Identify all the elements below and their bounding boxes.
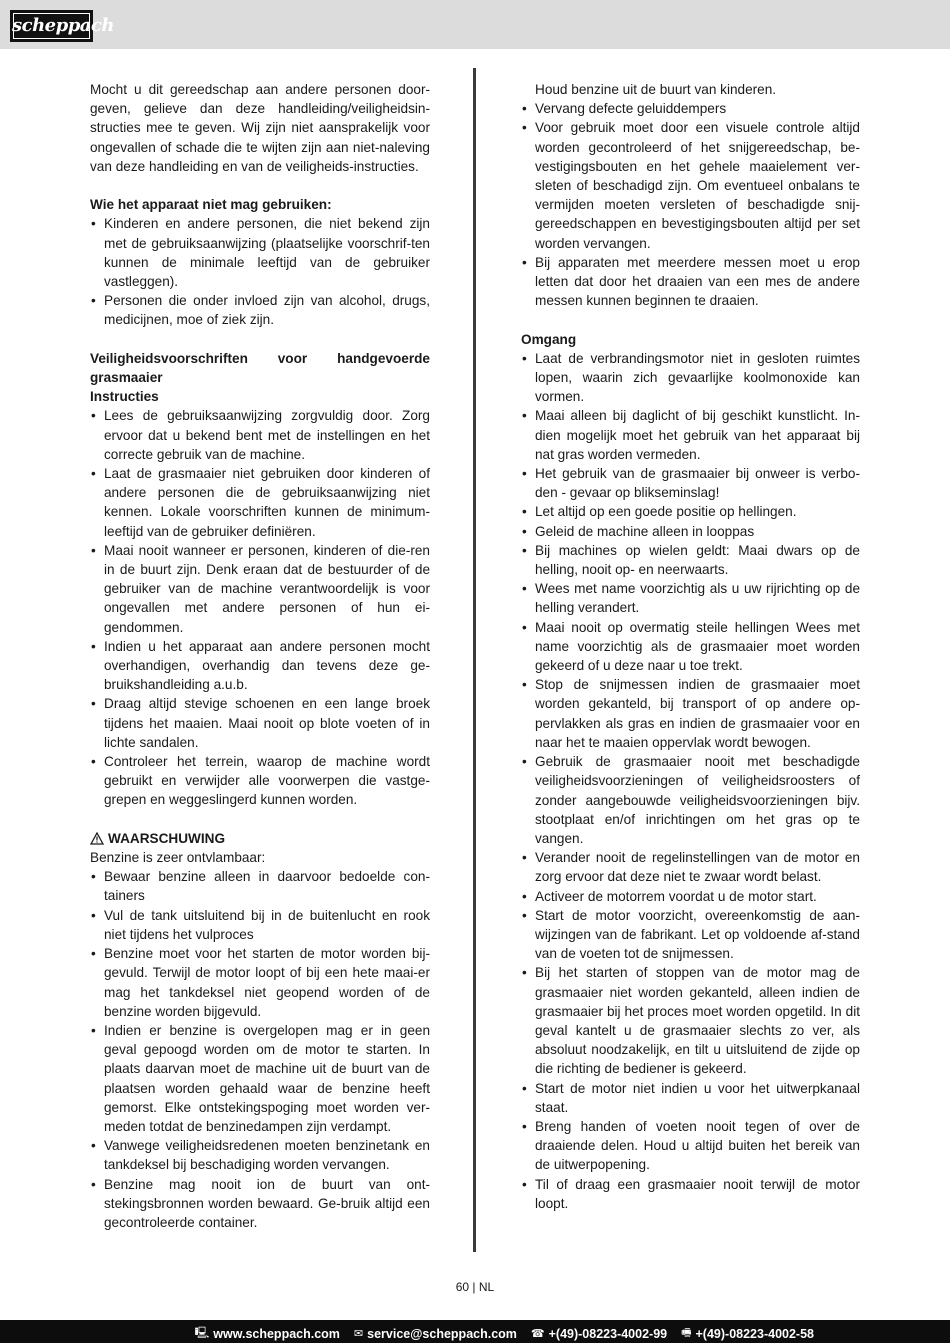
list-item: • Stop de snijmessen indien de grasmaaier moet worden gekanteld, bij transport of op andere op-pervlakken als gras en indien de grasmaaier voor en naar het te maaien oppervlak wordt bewogen. <box>521 675 860 752</box>
envelope-icon: ✉ <box>353 1328 364 1340</box>
list-item: • Bij machines op wielen geldt: Maai dwars op de helling, nooit op- en neerwaarts. <box>521 541 860 579</box>
list-item: • Activeer de motorrem voordat u de motor start. <box>521 887 860 906</box>
list-item: • Gebruik de grasmaaier nooit met beschadigde veiligheidsvoorzieningen of veiligheidsroosters of zonder aangebouwde veiligheidsvoorzieningen bijv. stootplaat en/of inrichtingen om het gras op te vangen. <box>521 752 860 848</box>
page-number: 60 | NL <box>455 1280 495 1294</box>
instructions-heading: Instructies <box>90 389 159 405</box>
list-item: • Laat de grasmaaier niet gebruiken door kinderen of andere personen die de gebruiksaanwijzing niet kennen. Lokale voorschriften kunnen de minimum-leeftijd van de gebruiker definiëren. <box>90 464 430 541</box>
omgang-heading: Omgang <box>521 331 577 347</box>
continued-text: Houd benzine uit de buurt van kinderen. <box>535 82 777 97</box>
list-item: • Indien er benzine is overgelopen mag er in geen geval gepoogd worden om de motor te starten. In plaats daarvan moet de machine uit de buurt van de plaatsen worden gehaald waar de benzine heeft gemorst. Elke ontstekingspoging moet worden ver-meden totdat de benzinedampen zijn verdampt. <box>90 1021 430 1136</box>
intro-paragraph: Mocht u dit gereedschap aan andere personen door-geven, gelieve dan deze handleiding/veiligheidsin-structies mee te geven. Wij zijn niet aansprakelijk voor ongevallen of schade die te wijten zijn aan niet-naleving van deze handleiding en van de veiligheids-instructies. <box>90 82 430 174</box>
list-item: • Bij het starten of stoppen van de motor mag de grasmaaier niet worden gekanteld, alleen indien de grasmaaier bij het proces moet worden opgetild. In dit geval kantelt u de grasmaaier slechts zo ver, als absoluut noodzakelijk, en tilt u uitsluitend de zijde op die richting de bediener is gekeerd. <box>521 963 860 1078</box>
footer-website[interactable] <box>195 1324 340 1343</box>
list-item: • Bewaar benzine alleen in daarvoor bedoelde con-tainers <box>90 867 430 905</box>
list-item: • Laat de verbrandingsmotor niet in gesloten ruimtes lopen, waarin zich gevaarlijke koolmonoxide kan vormen. <box>521 349 860 407</box>
list-item: • Benzine moet voor het starten de motor worden bij-gevuld. Terwijl de motor loopt of bij een hete maai-er mag het tankdeksel niet geopend worden of de benzine worden bijgevuld. <box>90 944 430 1021</box>
who-list <box>90 214 430 329</box>
page-footer <box>0 1320 950 1343</box>
scheppach-logo: scheppach <box>10 10 93 42</box>
omgang-list <box>521 349 860 1213</box>
footer-phone-text: +(49)-08223-4002-99 <box>548 1326 668 1341</box>
list-item: • Personen die onder invloed zijn van alcohol, drugs, medicijnen, moe of ziek zijn. <box>90 291 430 329</box>
list-item: • Controleer het terrein, waarop de machine wordt gebruikt en verwijder alle voorwerpen die vastge-grepen en weggeslingerd kunnen worden. <box>90 752 430 810</box>
list-item: • Vul de tank uitsluitend bij in de buitenlucht en rook niet tijdens het vulproces <box>90 906 430 944</box>
right-list-a <box>521 99 860 310</box>
list-item: • Maai nooit wanneer er personen, kinderen of die-ren in de buurt zijn. Denk eraan dat de bestuurder of de gebruiker van de machine verantwoordelijk is voor ongevallen met andere personen of hun ei-gendommen. <box>90 541 430 637</box>
warning-intro: Benzine is zeer ontvlambaar: <box>90 850 266 866</box>
monitor-icon: 🖳 <box>194 1327 210 1339</box>
safety-heading-line2: grasmaaier <box>90 370 163 386</box>
list-item: • Start de motor voorzicht, overeenkomstig de aan-wijzingen van de fabrikant. Let op voldoende af-stand van de voeten tot de snijmessen. <box>521 906 860 964</box>
footer-website-text: www.scheppach.com <box>213 1326 340 1341</box>
list-item: • Vervang defecte geluiddempers <box>521 99 860 118</box>
footer-email-text: service@scheppach.com <box>367 1326 517 1341</box>
list-item: • Maai nooit op overmatig steile hellingen Wees met name voorzichtig als de grasmaaier moet worden gekeerd of u deze naar u toe trekt. <box>521 618 860 676</box>
list-item: • Lees de gebruiksaanwijzing zorgvuldig door. Zorg ervoor dat u bekend bent met de instellingen en het correcte gebruik van de machine. <box>90 406 430 464</box>
list-item: • Benzine mag nooit ion de buurt van ont-stekingsbronnen worden bewaard. Ge-bruik altijd een gecontroleerde container. <box>90 1175 430 1233</box>
list-item: • Til of draag een grasmaaier nooit terwijl de motor loopt. <box>521 1175 860 1213</box>
list-item: • Het gebruik van de grasmaaier bij onweer is verbo-den - gevaar op blikseminslag! <box>521 464 860 502</box>
phone-icon: ☎ <box>530 1328 545 1340</box>
list-item: • Breng handen of voeten nooit tegen of over de draaiende delen. Houd u altijd buiten het bereik van de uitwerpopening. <box>521 1117 860 1175</box>
list-item: • Vanwege veiligheidsredenen moeten benzinetank en tankdeksel bij beschadiging worden vervangen. <box>90 1136 430 1174</box>
warning-heading-text: WAARSCHUWING <box>108 830 226 846</box>
right-column <box>521 80 860 1213</box>
left-column <box>90 80 430 1232</box>
instructions-list <box>90 406 430 809</box>
list-item: • Kinderen en andere personen, die niet bekend zijn met de gebruiksaanwijzing (plaatselijke voorschrif-ten kunnen de minimale leeftijd van de gebruiker vastleggen). <box>90 214 430 291</box>
list-item: • Indien u het apparaat aan andere personen mocht overhandigen, overhandig dan tevens deze ge-bruikshandleiding a.u.b. <box>90 637 430 695</box>
list-item: • Draag altijd stevige schoenen en een lange broek tijdens het maaien. Maai nooit op blote voeten of in lichte sandalen. <box>90 694 430 752</box>
list-item: • Start de motor niet indien u voor het uitwerpkanaal staat. <box>521 1079 860 1117</box>
footer-fax-text: +(49)-08223-4002-58 <box>695 1326 814 1341</box>
warning-list <box>90 867 430 1232</box>
list-item: • Voor gebruik moet door een visuele controle altijd worden gecontroleerd of het snijgereedschap, be-vestigingsbouten en het gehele maaielement ver-sleten of beschadigd zijn. Om eventueel onbalans te vermijden moeten versleten of beschadigde snij-gereedschappen en bevestigingsbouten altijd per set worden vervangen. <box>521 118 860 252</box>
list-item: • Verander nooit de regelinstellingen van de motor en zorg ervoor dat deze niet te zwaar wordt belast. <box>521 848 860 886</box>
page-header <box>0 0 950 49</box>
list-item: • Bij apparaten met meerdere messen moet u erop letten dat door het draaien van een mes de andere messen kunnen beginnen te draaien. <box>521 253 860 311</box>
list-item: • Geleid de machine alleen in looppas <box>521 522 860 541</box>
warning-heading <box>90 829 430 848</box>
list-item: • Let altijd op een goede positie op hellingen. <box>521 502 860 521</box>
column-divider <box>473 68 476 1252</box>
footer-fax <box>681 1324 814 1343</box>
list-item: • Wees met name voorzichtig als u uw rijrichting op de helling verandert. <box>521 579 860 617</box>
footer-phone <box>531 1327 667 1341</box>
fax-icon: 🖷 <box>681 1327 692 1339</box>
footer-email[interactable] <box>354 1327 517 1341</box>
list-item: • Maai alleen bij daglicht of bij geschikt kunstlicht. In-dien mogelijk moet het gebruik van het apparaat bij nat gras worden vermeden. <box>521 406 860 464</box>
who-heading: Wie het apparaat niet mag gebruiken: <box>90 197 332 213</box>
warning-triangle-icon <box>90 832 104 845</box>
safety-heading: Veiligheidsvoorschriften voor handgevoerde <box>90 350 430 366</box>
